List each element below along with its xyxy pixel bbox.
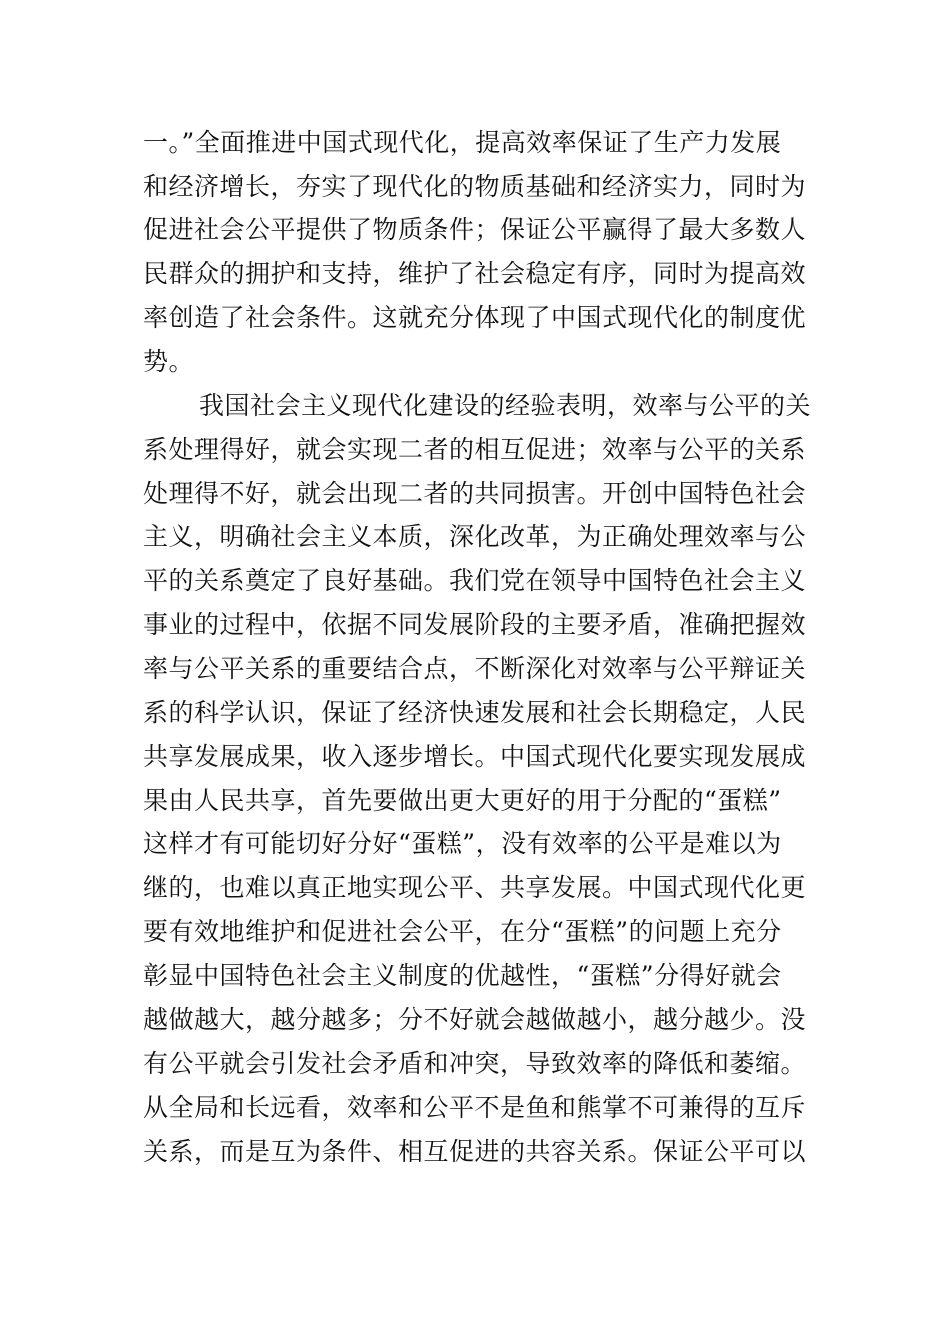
text-line: 从全局和长远看，效率和公平不是鱼和熊掌不可兼得的互斥 xyxy=(143,1093,807,1122)
text-line: 共享发展成果，收入逐步增长。中国式现代化要实现发展成 xyxy=(143,742,807,771)
text-line: 系的科学认识，保证了经济快速发展和社会长期稳定，人民 xyxy=(143,698,807,727)
text-line: 关系，而是互为条件、相互促进的共容关系。保证公平可以 xyxy=(143,1137,807,1166)
text-line: 有公平就会引发社会矛盾和冲突，导致效率的降低和萎缩。 xyxy=(143,1049,807,1078)
text-line: 彰显中国特色社会主义制度的优越性，“蛋糕”分得好就会 xyxy=(143,961,782,990)
text-line: 我国社会主义现代化建设的经验表明，效率与公平的关 xyxy=(199,391,812,420)
text-line: 事业的过程中，依据不同发展阶段的主要矛盾，准确把握效 xyxy=(143,610,807,639)
text-line: 主义，明确社会主义本质，深化改革，为正确处理效率与公 xyxy=(143,522,807,551)
text-line: 系处理得好，就会实现二者的相互促进；效率与公平的关系 xyxy=(143,435,807,464)
text-line: 处理得不好，就会出现二者的共同损害。开创中国特色社会 xyxy=(143,479,807,508)
text-line: 平的关系奠定了良好基础。我们党在领导中国特色社会主义 xyxy=(143,566,807,595)
text-line: 这样才有可能切好分好“蛋糕”，没有效率的公平是难以为 xyxy=(143,829,782,858)
text-line: 果由人民共享，首先要做出更大更好的用于分配的“蛋糕” xyxy=(143,786,782,815)
text-line: 一。”全面推进中国式现代化，提高效率保证了生产力发展 xyxy=(143,128,782,157)
text-line: 继的，也难以真正地实现公平、共享发展。中国式现代化更 xyxy=(143,873,807,902)
text-line: 促进社会公平提供了物质条件；保证公平赢得了最大多数人 xyxy=(143,215,807,244)
text-line: 率与公平关系的重要结合点，不断深化对效率与公平辩证关 xyxy=(143,654,807,683)
text-line: 要有效地维护和促进社会公平，在分“蛋糕”的问题上充分 xyxy=(143,917,782,946)
text-line: 和经济增长，夯实了现代化的物质基础和经济实力，同时为 xyxy=(143,172,807,201)
text-line: 越做越大，越分越多；分不好就会越做越小，越分越少。没 xyxy=(143,1005,807,1034)
text-line: 势。 xyxy=(143,347,195,376)
text-line: 民群众的拥护和支持，维护了社会稳定有序，同时为提高效 xyxy=(143,259,807,288)
text-line: 率创造了社会条件。这就充分体现了中国式现代化的制度优 xyxy=(143,303,807,332)
